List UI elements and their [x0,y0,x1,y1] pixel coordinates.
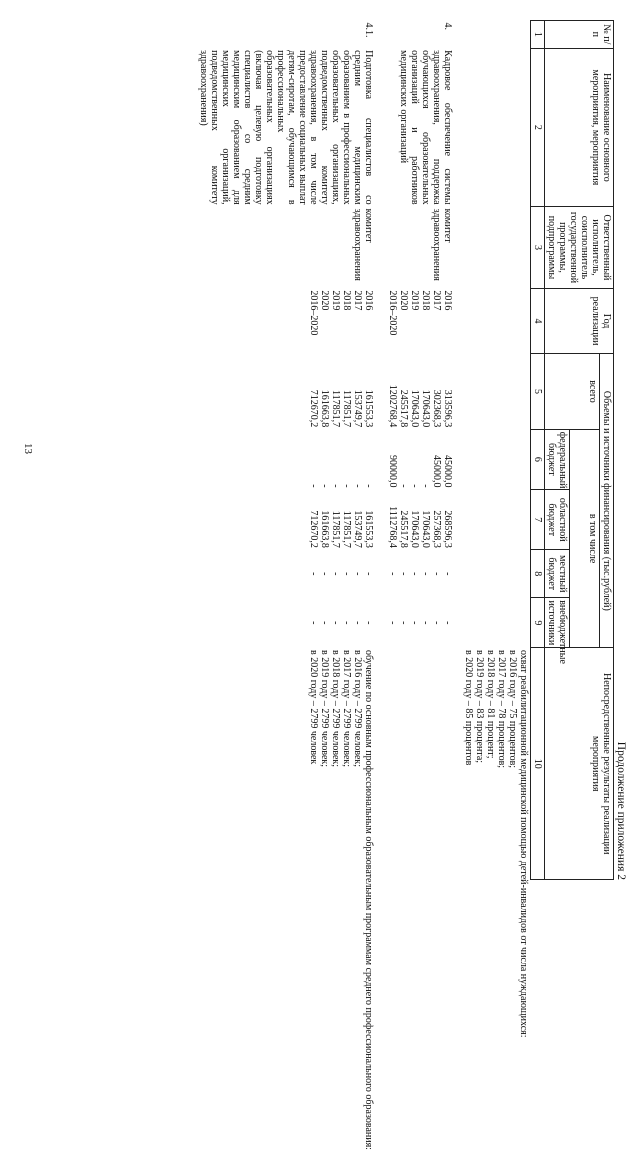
row-local [454,550,531,598]
row-number: 4.1. [363,22,374,38]
row-regional: 268596,3 257368,3 170643,0 170643,0 245517,8 1112768,4 [387,506,453,548]
header-federal: федеральный бюджет [545,429,570,489]
column-number-row [531,21,545,880]
row-executor: комитет здравоохранения [431,208,453,281]
header-number: № п/п [545,21,614,49]
row-local: - - - - - - [387,572,453,576]
header-year: Год реализации [545,288,614,353]
row-extrabudget: - - - - - - [387,621,453,625]
header-extrabudget: внебюджетные источники [545,598,570,648]
row-result [386,648,454,880]
page-number: 13 [22,443,34,454]
row-extrabudget: - - - - - - [308,621,374,625]
column-number: 9 [531,598,545,648]
program-table [197,20,614,1150]
row-activity-name: Кадровое обеспечение системы здравоохранения, поддержка обучающихся образовательных организаций и работников медицинских организаций [398,50,453,205]
table-row [386,21,454,880]
header-executor: Ответственный исполнитель, соисполнитель государственной программы, подпрограммы [545,207,614,289]
row-total [454,354,531,429]
header-results: Непосредственные результаты реализации мероприятия [545,648,614,880]
row-federal [454,429,531,489]
row-federal: 45000,0 45000,0 - - - 90000,0 [387,455,453,488]
row-years [454,288,531,353]
header-total: всего [545,354,600,429]
header-local: местный бюджет [545,550,570,598]
row-result: охват реабилитационной медицинской помощью детей-инвалидов от числа нуждающихся: в 2016 году – 75 процентов; в 2017 году – 78 процентов; в 2018 году – 81 процент; в 2019 году – 83 процента; в 2020 году – 85 процентов [463,649,529,1038]
header-regional: областной бюджет [545,490,570,550]
column-number: 4 [531,288,545,353]
row-local: - - - - - - [308,572,374,576]
appendix-caption: Продолжение приложения 2 [615,741,627,880]
row-result: обучение по основным профессиональным образовательным программам среднего профессионального образования: в 2016 году – 2799 человек; в 2017 году – 2799 человек; в 2018 году – 2799 человек; в 2019 году – 2799 человек; в 2020 году – 2799 человек [308,649,374,1150]
column-number: 6 [531,429,545,489]
header-finance-group: Объемы и источники финансирования (тыс.рублей) [600,354,614,648]
row-executor: комитет здравоохранения [352,208,374,281]
column-number: 2 [531,48,545,206]
row-total: 313596,3 302368,3 170643,0 170643,0 245517,8 1202768,4 [387,384,453,428]
row-extrabudget [454,598,531,648]
row-executor [454,207,531,289]
row-number [454,21,531,49]
row-total: 161553,3 153749,7 117851,7 117851,7 161663,8 712670,2 [308,389,374,428]
column-number: 1 [531,21,545,49]
table-row [197,21,386,880]
column-number: 8 [531,550,545,598]
row-activity-name [454,48,531,206]
table-row [454,21,531,880]
row-number: 4. [442,22,453,30]
row-activity-name: Подготовка специалистов со средним медицинским образованием в профессиональных образовательных организациях, подведомственных комитету здравоохранения, в том числе предоставление социальных выплат детям-сиротам, обучающимся в профессиональных образовательных организациях (включая целевую подготовку специалистов со средним медицинским образованием для медицинских организаций, подведомственных комитету здравоохранения) [198,50,374,205]
column-number: 7 [531,490,545,550]
column-number: 10 [531,648,545,880]
column-number: 5 [531,354,545,429]
rotated-page-content [108,20,628,1150]
row-years: 2016 2017 2018 2019 2020 2016–2020 [308,290,374,336]
row-federal: - - - - - - [308,484,374,488]
column-number: 3 [531,207,545,289]
row-years: 2016 2017 2018 2019 2020 2016–2020 [387,290,453,336]
row-regional: 161553,3 153749,7 117851,7 117851,7 161663,8 712670,2 [308,510,374,548]
header-activity-name: Наименование основного мероприятия, мероприятия [545,48,614,206]
header-including: в том числе [570,429,600,648]
row-regional [454,490,531,550]
